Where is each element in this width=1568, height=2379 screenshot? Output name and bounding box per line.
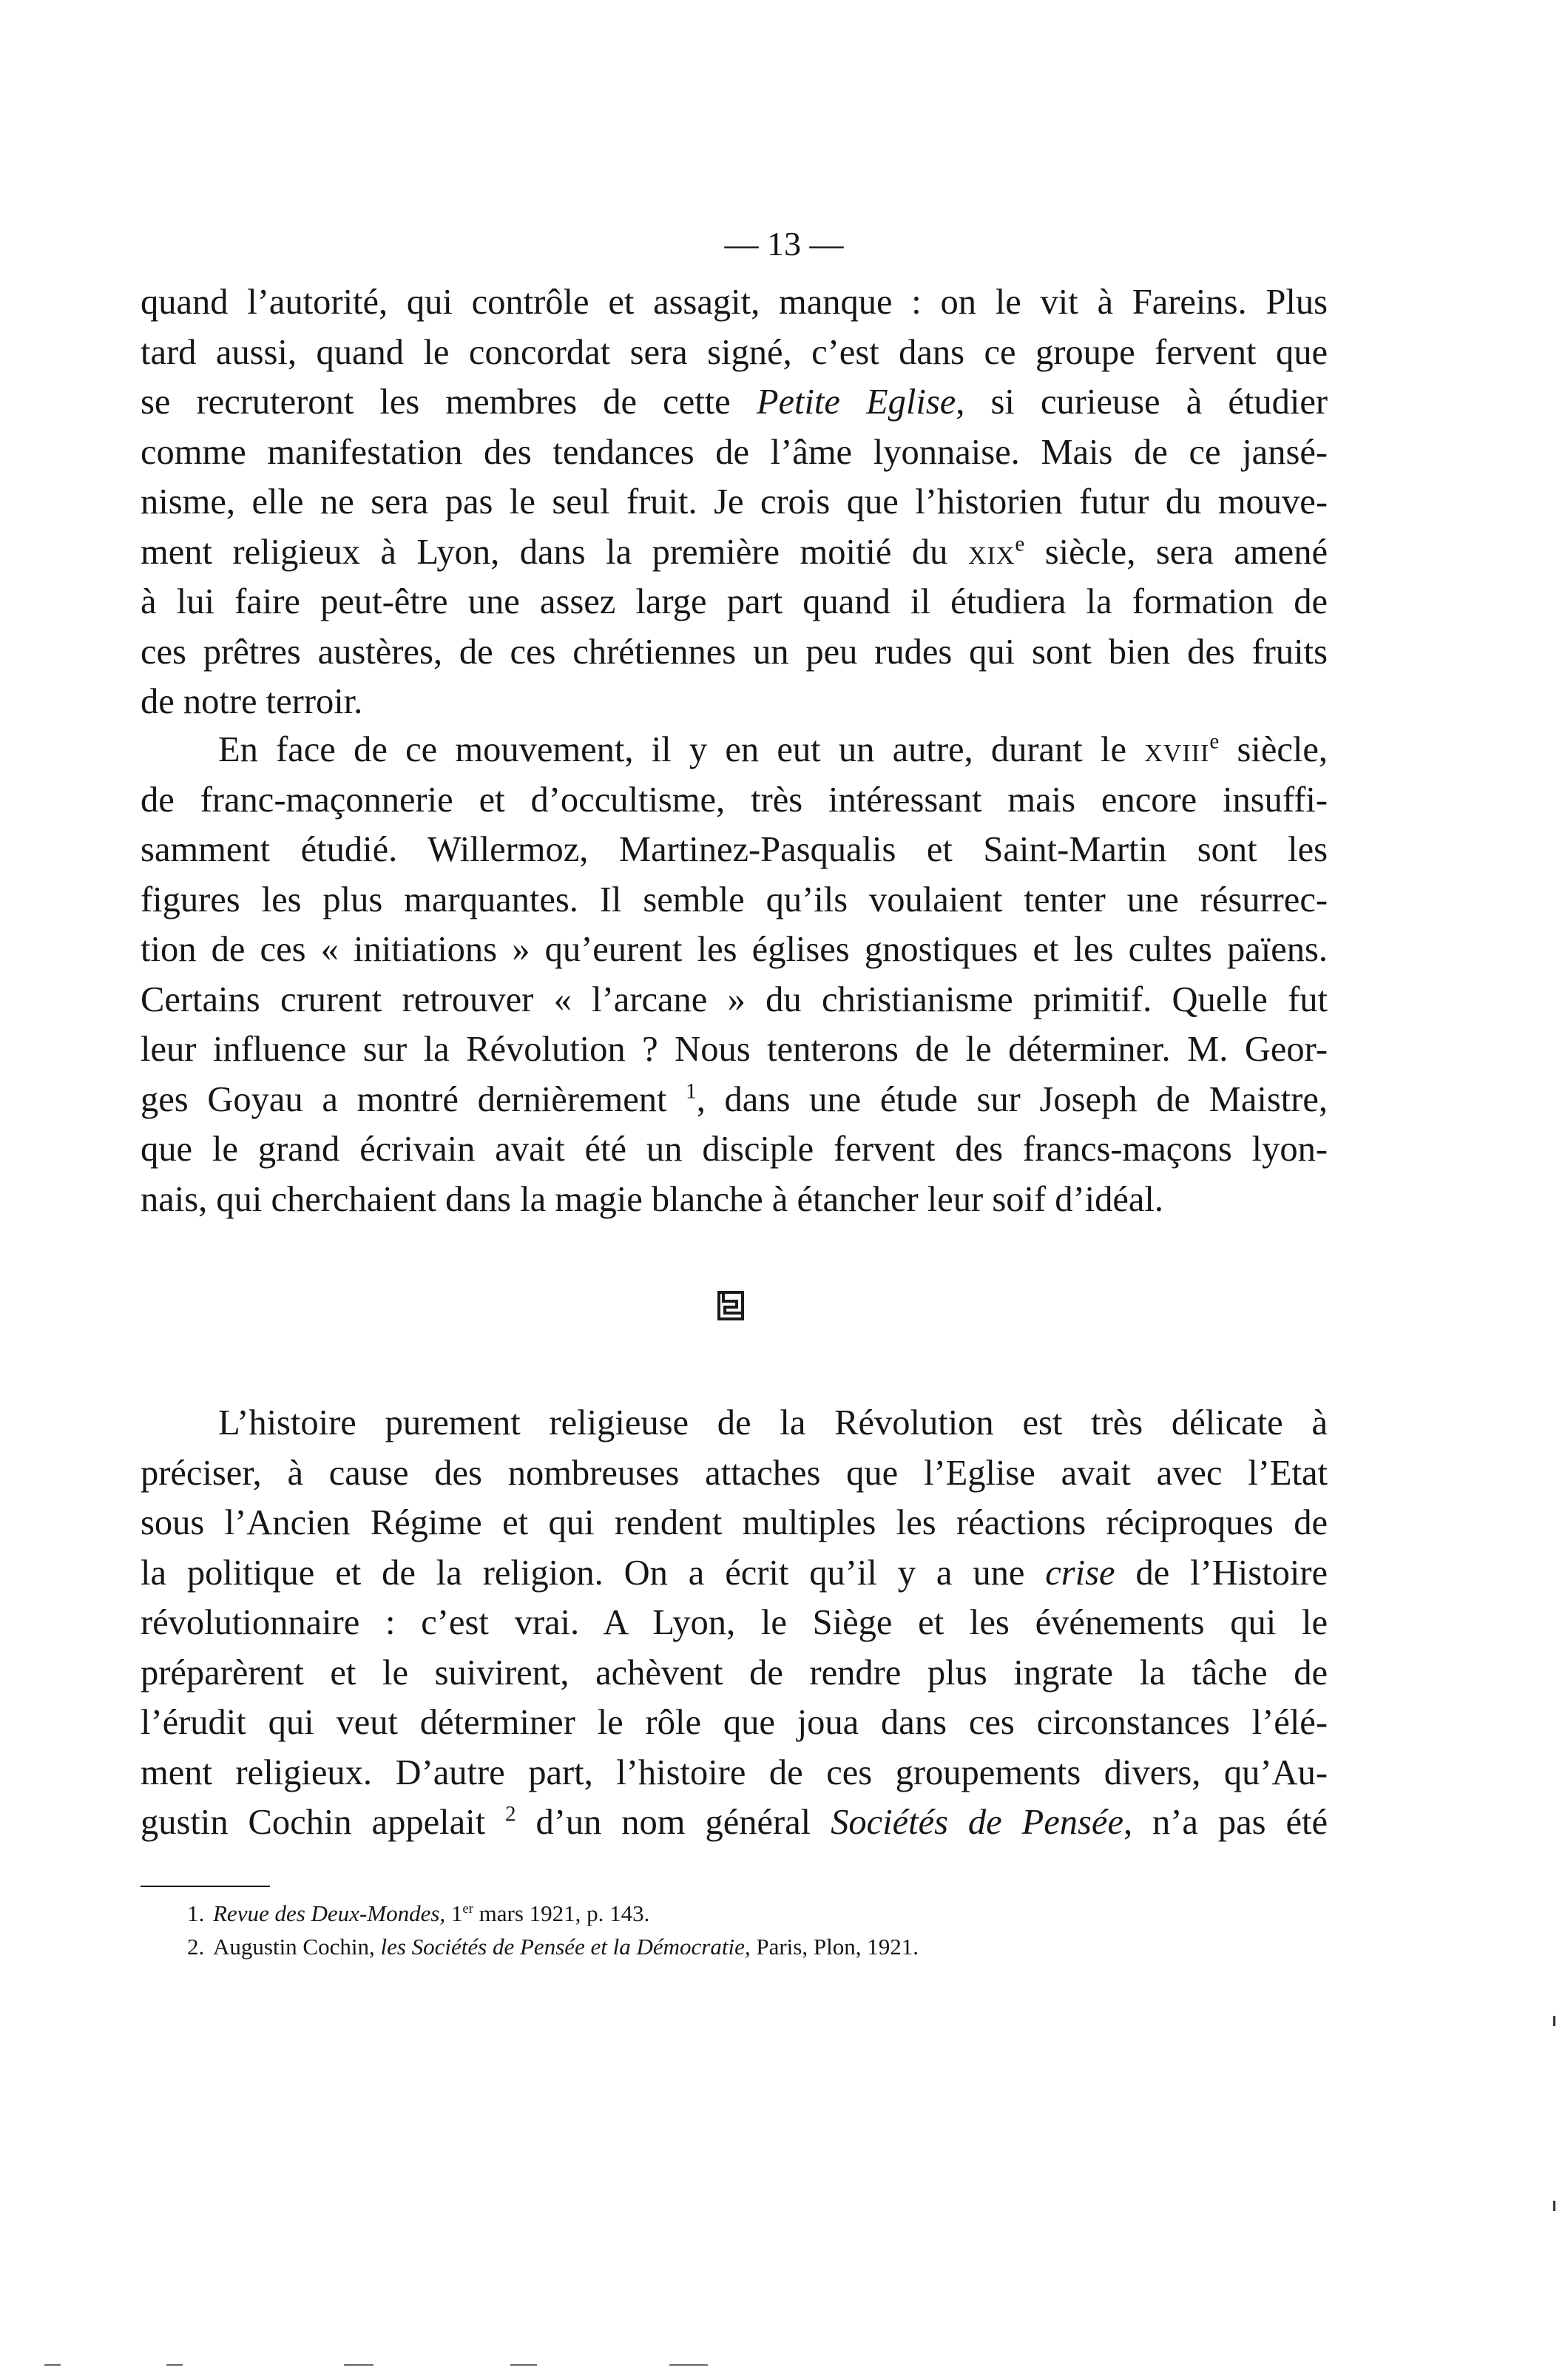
text-line: ment religieux. D’autre part, l’histoire de ces groupements divers, qu’Au- [141, 1752, 1328, 1792]
text-line: préparèrent et le suivirent, achèvent de rendre plus ingrate la tâche de [141, 1653, 1328, 1693]
text-line: figures les plus marquantes. Il semble qu’ils voulaient tenter une résurrec- [141, 880, 1328, 919]
text-line: de franc-maçonnerie et d’occultisme, très intéressant mais encore insuffi- [141, 780, 1328, 820]
text-line: ment religieux à Lyon, dans la première moitié du xix$^e$ siècle, sera amené [141, 532, 1328, 572]
text-line: l’érudit qui veut déterminer le rôle que joua dans ces circonstances l’élé- [141, 1703, 1328, 1742]
text-line: Certains crurent retrouver « l’arcane » du christianisme primitif. Quelle fut [141, 979, 1328, 1019]
text-line: à lui faire peut-être une assez large part quand il étudiera la formation de [141, 582, 1328, 621]
text-line: révolutionnaire : c’est vrai. A Lyon, le Siège et les événements qui le [141, 1603, 1328, 1642]
footnote-2 [187, 1932, 919, 1962]
text-line: se recruteront les membres de cette Petite Eglise, si curieuse à étudier [141, 382, 1328, 422]
text-line: tion de ces « initiations » qu’eurent les églises gnostiques et les cultes païens. [141, 930, 1328, 969]
text-line: préciser, à cause des nombreuses attaches que l’Eglise avait avec l’Etat [141, 1453, 1328, 1493]
text-line: tard aussi, quand le concordat sera signé, c’est dans ce groupe fervent que [141, 332, 1328, 372]
text-line: comme manifestation des tendances de l’âme lyonnaise. Mais de ce jansé- [141, 432, 1328, 472]
text-line: de notre terroir. [141, 682, 363, 721]
text-line: ges Goyau a montré dernièrement $^1$, dans une étude sur Joseph de Maistre, [141, 1079, 1328, 1119]
text-line: gustin Cochin appelait $^2$ d’un nom général Sociétés de Pensée, n’a pas été [141, 1802, 1328, 1842]
text-line: quand l’autorité, qui contrôle et assagit, manque : on le vit à Fareins. Plus [141, 283, 1328, 322]
footnote-number: 1. [187, 1900, 205, 1926]
text-line: nais, qui cherchaient dans la magie blanche à étancher leur soif d’idéal. [141, 1179, 1163, 1219]
text-line: nisme, elle ne sera pas le seul fruit. Je crois que l’historien futur du mouve- [141, 482, 1328, 522]
scan-bottom-edge [0, 2364, 1568, 2367]
footnote-1 [187, 1899, 650, 1928]
page-number: — 13 — [724, 225, 844, 263]
text-line: L’histoire purement religieuse de la Révolution est très délicate à [218, 1403, 1328, 1442]
text-line: leur influence sur la Révolution ? Nous tenterons de le déterminer. M. Geor- [141, 1030, 1328, 1069]
text-line: En face de ce mouvement, il y en eut un autre, durant le xviii$^e$ siècle, [218, 729, 1328, 769]
paragraph-1 [141, 277, 1328, 727]
text-line: ces prêtres austères, de ces chrétiennes un peu rudes qui sont bien des fruits [141, 632, 1328, 672]
footnote-rule [141, 1886, 270, 1887]
text-line: samment étudié. Willermoz, Martinez-Pasqualis et Saint-Martin sont les [141, 830, 1328, 869]
text-line: que le grand écrivain avait été un disciple fervent des francs-maçons lyon- [141, 1130, 1328, 1169]
footnote-text: Revue des Deux-Mondes, 1er mars 1921, p. 143. [213, 1900, 650, 1926]
text-line: la politique et de la religion. On a écrit qu’il y a une crise de l’Histoire [141, 1553, 1328, 1593]
paragraph-2 [141, 725, 1328, 1224]
footnote-number: 2. [187, 1934, 205, 1960]
greek-key-fleuron-icon [717, 1291, 744, 1320]
scan-margin-mark [1553, 2016, 1555, 2026]
paragraph-3 [141, 1398, 1328, 1848]
text-line: sous l’Ancien Régime et qui rendent multiples les réactions réciproques de [141, 1503, 1328, 1542]
footnote-text: Augustin Cochin, les Sociétés de Pensée et la Démocratie, Paris, Plon, 1921. [213, 1934, 919, 1960]
scan-margin-mark [1553, 2201, 1555, 2211]
